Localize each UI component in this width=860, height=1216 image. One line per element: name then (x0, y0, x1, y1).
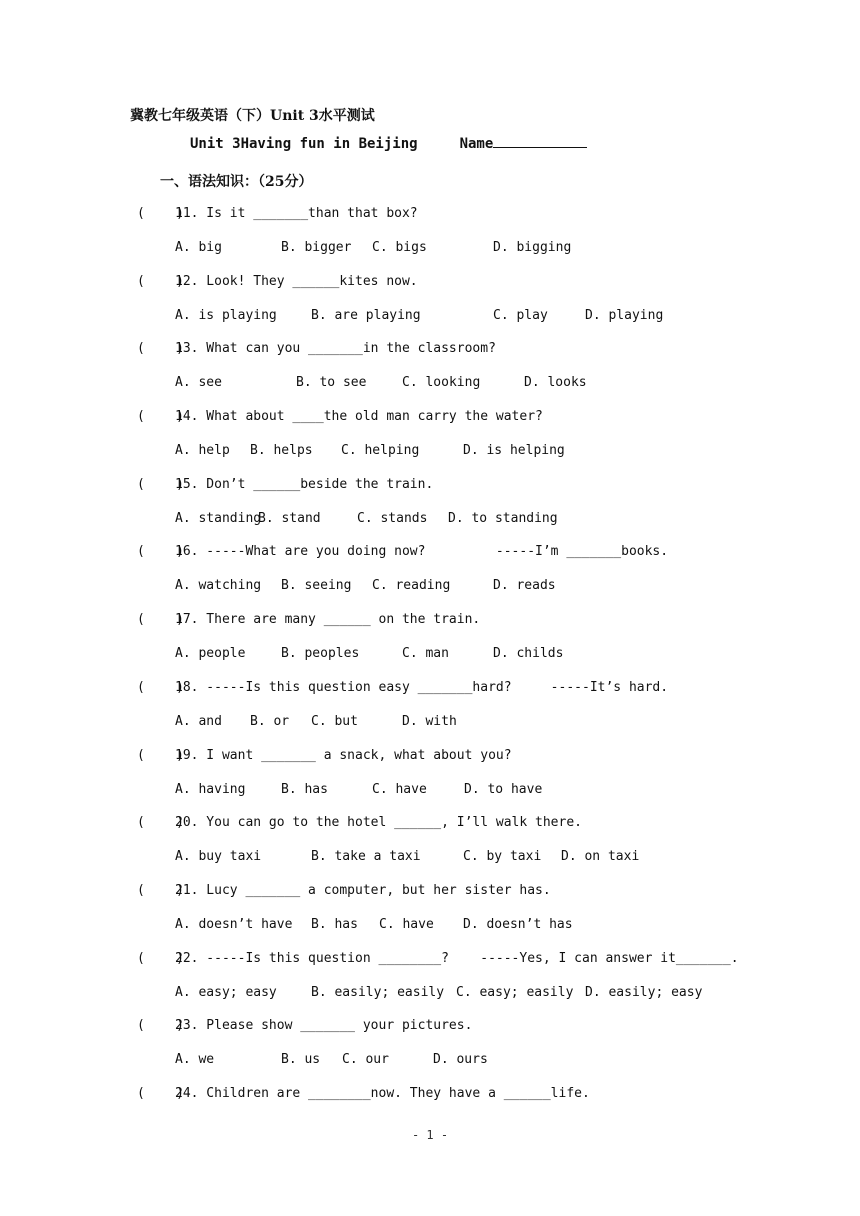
option-d: D. bigging (493, 240, 572, 255)
option-a: A. is playing (175, 307, 277, 323)
option-c: C. man (402, 646, 449, 662)
question-list (0, 205, 860, 1153)
answer-bracket: ( ) (137, 950, 184, 966)
option-c: C. stands (357, 510, 428, 526)
answer-bracket: ( ) (137, 1085, 184, 1101)
question-text: 13. What can you _______in the classroom? (175, 341, 496, 357)
option-d: D. with (402, 713, 457, 729)
answer-bracket: ( ) (137, 1018, 184, 1034)
question-line (137, 476, 433, 494)
question-text: 15. Don’t ______beside the train. (175, 476, 434, 492)
option-c: C. easy; easily (456, 984, 574, 1000)
option-b: B. seeing (281, 578, 352, 594)
question-item (0, 1017, 860, 1085)
question-line (137, 340, 496, 358)
option-d: D. playing (585, 307, 664, 323)
name-field (460, 135, 588, 152)
question-item (0, 273, 860, 341)
question-item (0, 476, 860, 544)
question-item (0, 1085, 860, 1153)
unit-heading: Unit 3Having fun in Beijing (190, 136, 418, 152)
question-line (137, 679, 668, 697)
question-item (0, 747, 860, 815)
name-label: Name (459, 136, 494, 152)
option-b: B. to see (296, 375, 367, 391)
question-line (137, 1085, 590, 1103)
option-d: D. to standing (448, 510, 558, 526)
question-line (137, 747, 512, 765)
question-text: 14. What about ____the old man carry the water? (175, 409, 543, 425)
answer-bracket: ( ) (137, 409, 184, 425)
question-item (0, 408, 860, 476)
question-item (0, 205, 860, 273)
option-a: A. doesn’t have (175, 916, 293, 932)
question-text: 18. -----Is this question easy _______hard? -----It’s hard. (175, 679, 669, 695)
option-c: C. looking (402, 375, 481, 391)
question-line (137, 205, 418, 223)
name-blank-line (493, 135, 587, 148)
question-text: 19. I want _______ a snack, what about you? (175, 747, 512, 763)
question-text: 11. Is it _______than that box? (175, 206, 418, 221)
answer-bracket: ( ) (137, 679, 184, 695)
option-a: A. we (175, 1052, 215, 1068)
option-d: D. doesn’t has (463, 916, 573, 932)
question-text: 21. Lucy _______ a computer, but her sister has. (175, 882, 551, 898)
question-item (0, 340, 860, 408)
question-line (137, 611, 480, 629)
option-b: B. or (250, 713, 290, 729)
option-b: B. peoples (281, 646, 360, 662)
option-a: A. watching (175, 578, 262, 594)
question-item (0, 814, 860, 882)
question-text: 12. Look! They ______kites now. (175, 273, 418, 289)
page-number: - 1 - (411, 1128, 449, 1142)
option-d: D. ours (433, 1052, 488, 1068)
option-b: B. us (281, 1052, 321, 1068)
option-b: B. are playing (311, 307, 421, 323)
question-line (137, 543, 668, 561)
question-item (0, 950, 860, 1018)
question-item (0, 543, 860, 611)
answer-bracket: ( ) (137, 747, 184, 763)
option-b: B. has (311, 916, 358, 932)
question-line (137, 814, 582, 832)
option-a: A. standing (175, 510, 262, 526)
option-a: A. help (175, 443, 230, 459)
option-d: D. looks (524, 375, 587, 391)
question-text: 24. Children are ________now. They have a ______life. (175, 1085, 590, 1101)
page-title: 冀教七年级英语（下）Unit 3水平测试 (130, 108, 375, 124)
option-b: B. take a taxi (311, 849, 421, 865)
question-text: 16. -----What are you doing now? -----I’m _______books. (175, 544, 669, 560)
question-line (137, 950, 739, 968)
option-d: D. reads (493, 578, 556, 594)
question-line (137, 882, 551, 900)
answer-bracket: ( ) (137, 206, 184, 221)
answer-bracket: ( ) (137, 815, 184, 831)
option-b: B. easily; easily (311, 984, 445, 1000)
answer-bracket: ( ) (137, 476, 184, 492)
option-b: B. has (281, 781, 328, 797)
question-text: 23. Please show _______ your pictures. (175, 1018, 473, 1034)
option-c: C. but (311, 713, 358, 729)
option-c: C. helping (341, 443, 420, 459)
option-a: A. see (175, 375, 222, 391)
question-text: 22. -----Is this question ________? -----Yes, I can answer it_______. (175, 950, 739, 966)
question-text: 20. You can go to the hotel ______, I’ll walk there. (175, 815, 582, 831)
answer-bracket: ( ) (137, 612, 184, 628)
option-c: C. play (493, 307, 548, 323)
option-b: B. bigger (281, 240, 352, 255)
option-d: D. is helping (463, 443, 565, 459)
question-line (137, 408, 543, 426)
option-b: B. helps (250, 443, 313, 459)
option-c: C. bigs (372, 240, 427, 255)
option-c: C. reading (372, 578, 451, 594)
question-line (137, 1017, 472, 1035)
section-heading: 一、语法知识：（25分） (160, 174, 313, 190)
option-a: A. and (175, 713, 222, 729)
option-d: D. childs (493, 646, 564, 662)
option-c: C. have (379, 916, 434, 932)
question-line (137, 273, 418, 291)
option-d: D. on taxi (561, 849, 640, 865)
option-a: A. buy taxi (175, 849, 262, 865)
option-c: C. by taxi (463, 849, 542, 865)
option-a: A. big (175, 240, 222, 255)
question-item (0, 611, 860, 679)
question-text: 17. There are many ______ on the train. (175, 612, 481, 628)
answer-bracket: ( ) (137, 882, 184, 898)
question-item (0, 882, 860, 950)
option-d: D. easily; easy (585, 984, 703, 1000)
answer-bracket: ( ) (137, 273, 184, 289)
option-a: A. having (175, 781, 246, 797)
option-d: D. to have (464, 781, 543, 797)
option-c: C. our (342, 1052, 389, 1068)
answer-bracket: ( ) (137, 341, 184, 357)
option-c: C. have (372, 781, 427, 797)
page-subtitle (190, 135, 587, 152)
question-item (0, 679, 860, 747)
option-b: B. stand (258, 510, 321, 526)
answer-bracket: ( ) (137, 544, 184, 560)
option-a: A. easy; easy (175, 984, 277, 1000)
option-a: A. people (175, 646, 246, 662)
